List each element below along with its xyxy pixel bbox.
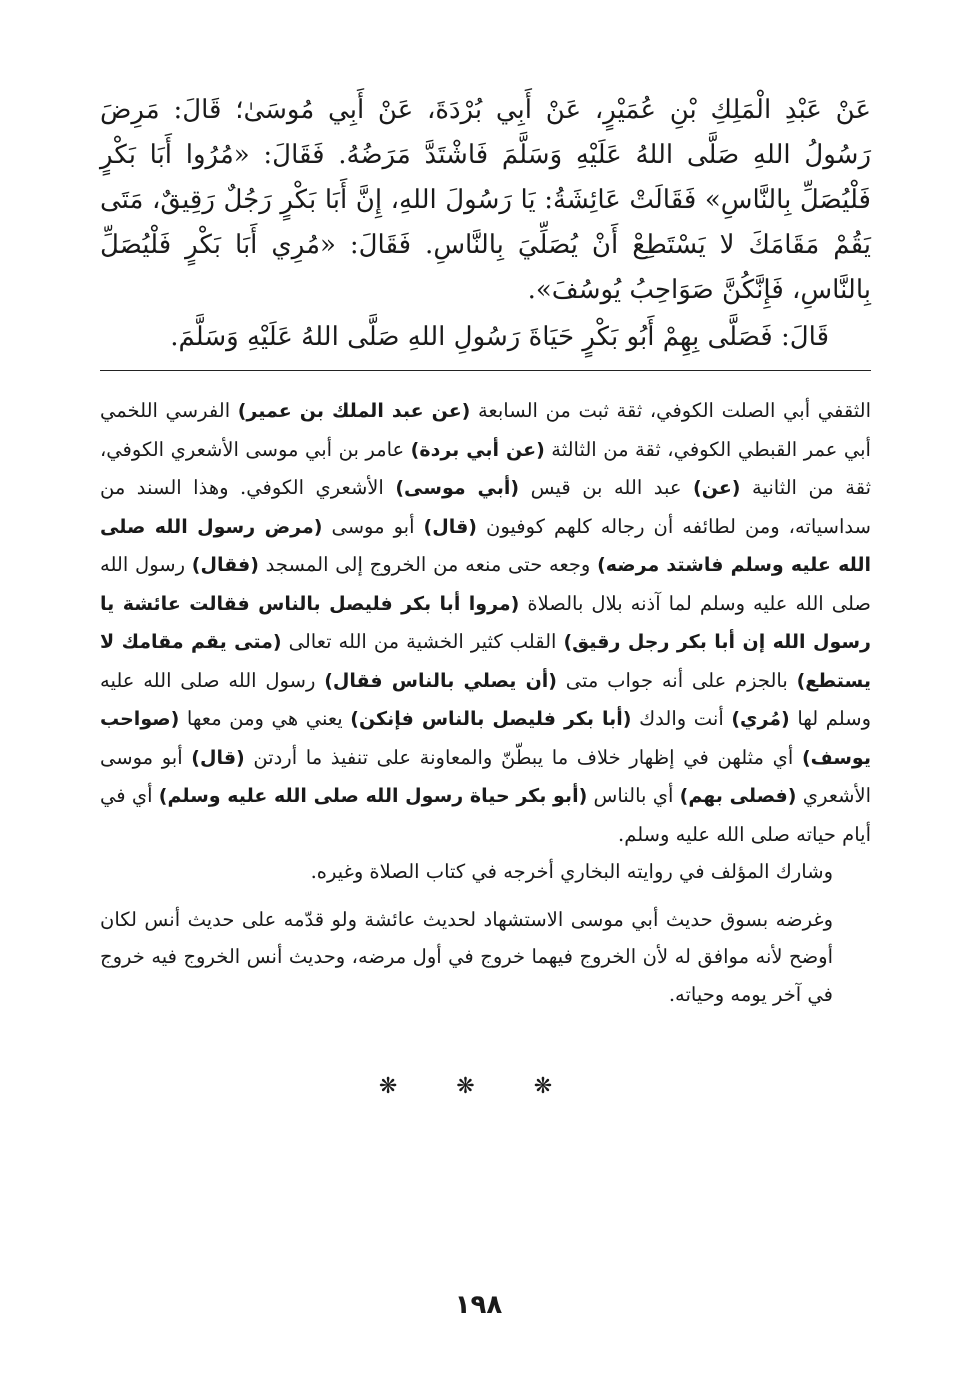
quoted-matn: (مروا أبا بكر فليصل بالناس فقالت عائشة يا رسول الله إن أبا بكر رجل رقيق) (100, 592, 871, 653)
quoted-matn: (مرض رسول الله صلى الله عليه وسلم فاشتد مرضه) (100, 515, 871, 576)
quoted-matn: (أبو بكر حياة رسول الله صلى الله عليه وسلم) (158, 785, 588, 807)
quoted-matn: (عن أبي بردة) (410, 438, 545, 461)
quoted-matn: (أبا بكر فليصل بالناس فإنكن) (350, 708, 632, 730)
hadith-text (100, 88, 871, 360)
quoted-matn: (فصلى بهم) (679, 785, 797, 807)
quoted-matn: (فقال) (191, 554, 259, 576)
commentary-paragraph: وشارك المؤلف في روايته البخاري أخرجه في كتاب الصلاة وغيره. (310, 860, 833, 883)
quoted-matn: (مُري) (731, 708, 790, 730)
quoted-matn: (عن) (693, 477, 741, 499)
commentary-segment: أبو موسى الأشعري (100, 745, 872, 807)
commentary-segment: وجعه حتى منعه من الخروج إلى المسجد (258, 553, 598, 576)
quoted-matn: (أن يصلي بالناس فقال) (324, 669, 557, 692)
commentary-paragraph (100, 392, 871, 853)
quoted-matn: (قال) (423, 515, 477, 538)
commentary-segment: أي في أيام حياته صلى الله عليه وسلم. (100, 784, 871, 846)
commentary-segment: الفرسي اللخمي أبي عمر القبطي الكوفي، ثقة من الثالثة (100, 399, 871, 461)
page-number: ١٩٨ (454, 1290, 503, 1320)
commentary-segment: الأشعري الكوفي. وهذا السند من سداسياته، ومن لطائفه أن رجاله كلهم كوفيون (100, 476, 872, 538)
commentary-segment: بالجزم على أنه جواب متى (556, 668, 797, 692)
commentary-segment: رسول الله صلى الله عليه وسلم لما آذنه بلال بالصلاة (100, 553, 871, 615)
hadith-conclusion: قَالَ: فَصَلَّى بِهِمْ أَبُو بَكْرٍ حَيَاةَ رَسُولِ اللهِ صَلَّى اللهُ عَلَيْهِ وَسَلَّمَ. (170, 322, 829, 352)
quoted-matn: (عن عبد الملك بن عمير) (237, 400, 471, 422)
commentary-segment: عبد الله بن قيس (519, 476, 694, 499)
commentary-segment: أنت والدك (631, 707, 732, 730)
commentary-segment: الثقفي أبي الصلت الكوفي، ثقة ثبت من السابعة (470, 399, 871, 422)
commentary-segment: أي مثلهن في إظهار خلاف ما يبطّنّ والمعاونة على تنفيذ ما أردتن (244, 745, 802, 769)
commentary-segment: القلب كثير الخشية من الله تعالى (281, 630, 564, 653)
quoted-matn: (أبي موسى) (395, 477, 520, 499)
hadith-narration: عَنْ عَبْدِ الْمَلِكِ بْنِ عُمَيْرٍ، عَنْ أَبِي بُرْدَةَ، عَنْ أَبِي مُوسَىٰ؛ قَالَ: مَرِضَ رَسُولُ اللهِ صَلَّى اللهُ عَلَيْهِ وَسَلَّمَ فَاشْتَدَّ مَرَضُهُ. فَقَالَ: «مُرُوا أَبَا بَكْرٍ فَلْيُصَلِّ بِالنَّاسِ» فَقَالَتْ عَائِشَةُ: يَا رَسُولَ اللهِ، إِنَّ أَبَا بَكْرٍ رَجُلٌ رَقِيقٌ، مَتَى يَقُمْ مَقَامَكَ لا يَسْتَطِعْ أَنْ يُصَلِّيَ بِالنَّاسِ. فَقَالَ: «مُرِي أَبَا بَكْرٍ فَلْيُصَلِّ بِالنَّاسِ، فَإِنَّكُنَّ صَوَاحِبُ يُوسُفَ». (100, 95, 871, 305)
quoted-matn: (قال) (191, 746, 245, 769)
commentary-segment: أبو موسى (322, 514, 424, 538)
quoted-matn: (متى يقم مقامك لا يستطع) (100, 631, 871, 692)
footnote-divider (100, 370, 871, 371)
commentary-segment: يعني هي ومن معها (179, 707, 351, 730)
commentary-segment: أي بالناس (587, 784, 680, 807)
commentary-segment: رسول الله صلى الله عليه وسلم لها (100, 668, 871, 730)
commentary-paragraph: وغرضه بسوق حديث أبي موسى الاستشهاد لحديث عائشة ولو قدّمه على حديث أنس لكان أوضح لأنه موافق له لأن الخروج فيهما خروج في أول مرضه، وحديث أنس الخروج فيه خروج في آخر يومه وحياته. (100, 907, 833, 1006)
commentary-segment: عامر بن أبي موسى الأشعري الكوفي، ثقة من الثانية (100, 437, 872, 499)
quoted-matn: (صواحب يوسف) (100, 708, 871, 769)
commentary-text (100, 392, 871, 1013)
section-separator: ❋ ❋ ❋ (378, 1074, 579, 1099)
